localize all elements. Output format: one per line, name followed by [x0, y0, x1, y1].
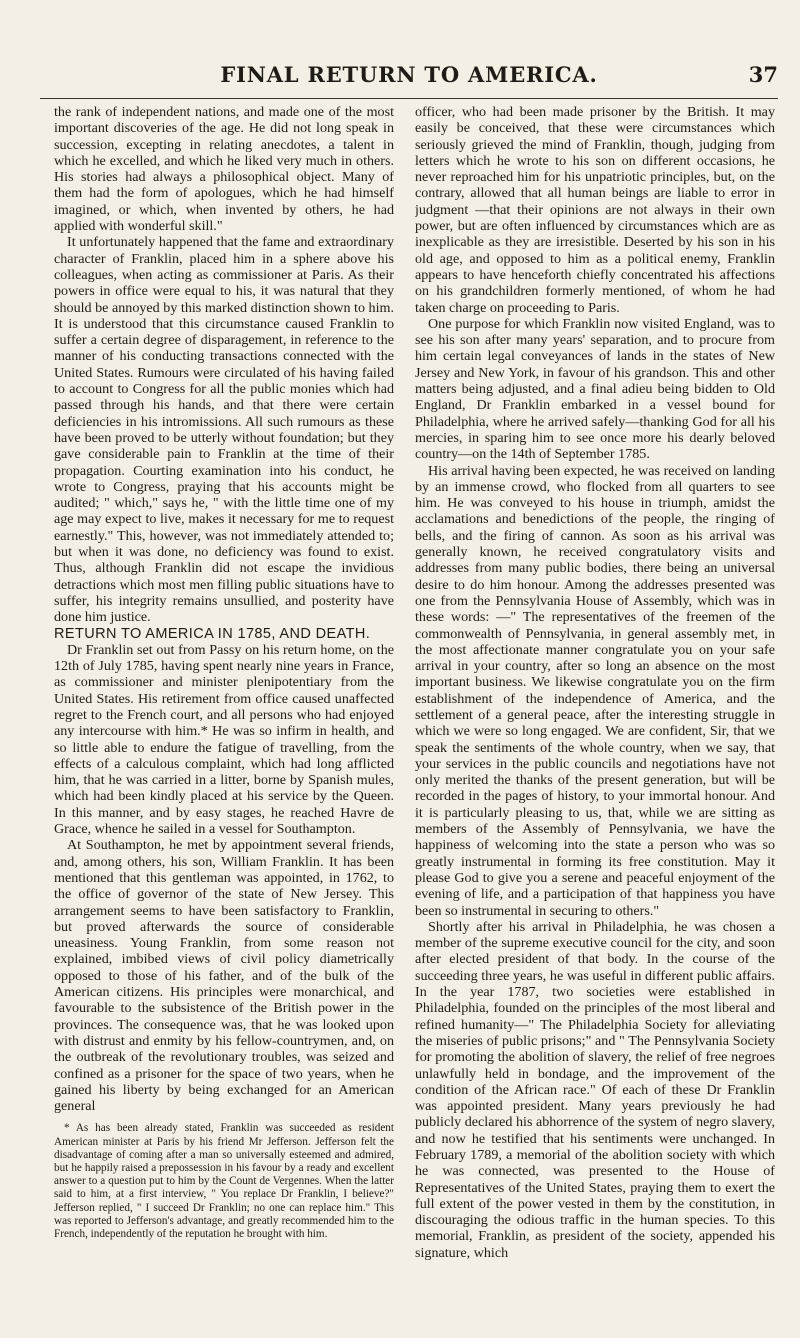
left-column	[54, 104, 394, 1320]
right-column	[415, 104, 775, 1320]
paragraph: Shortly after his arrival in Philadelphia, he was chosen a member of the supreme executive council for the city, and soon after elected president of that body. In the course of the succeeding three years, he was useful in different public affairs. In the year 1787, two societies were established in Philadelphia, founded on the principles of the most liberal and refined humanity—" The Philadelphia Society for alleviating the miseries of public prisons;" and " The Pennsylvania Society for promoting the abolition of slavery, the relief of free negroes unlawfully held in bondage, and the improvement of the condition of the African race." Of each of these Dr Franklin was appointed president. Many years previously he had publicly declared his abhorrence of the system of negro slavery, and now he testified that his sentiments were unchanged. In February 1789, a memorial of the abolition society with which he was connected, was presented to the House of Representatives of the United States, praying them to exert the full extent of the power vested in them by the constitution, in discouraging the odious traffic in the human species. To this memorial, Franklin, as president of the society, appended his signature, which	[415, 918, 775, 1261]
section-heading: RETURN TO AMERICA IN 1785, AND DEATH.	[54, 625, 371, 642]
paragraph: the rank of independent nations, and made one of the most important discoveries of the age. He did not long speak in succession, excepting in relating anecdotes, a talent in which he excelled, and which he liked very much in others. His stories had always a philosophical object. Many of them had the form of apologues, which he had himself imagined, or which, when invented by others, he had applied with wonderful skill."	[54, 104, 394, 235]
paragraph: His arrival having been expected, he was received on landing by an immense crowd, who flocked from all quarters to see him. He was conveyed to his house in triumph, amidst the acclamations and benedictions of the people, the ringing of bells, and the firing of cannon. As soon as his arrival was generally known, he received congratulatory visits and addresses from many public bodies, there being an universal desire to do him honour. Among the addresses presented was one from the Pennsylvania House of Assembly, which was in these words: —" The representatives of the freemen of the commonwealth of Pennsylvania, in general assembly met, in the most affectionate manner congratulate you on your safe arrival in your country, after so long an absence on the most important business. We likewise congratulate you on the firm establishment of the independence of America, and the settlement of a general peace, after the interesting struggle in which we were so long engaged. We are confident, Sir, that we speak the sentiments of the whole country, when we say, that your services in the public councils and negotiations have not only merited the thanks of the present generation, but will be recorded in the pages of history, to your immortal honour. And it is particularly pleasing to us, that, while we are sitting as members of the Assembly of Pennsylvania, we have the happiness of welcoming into the state a person who was so greatly instrumental in forming its free constitution. May it please God to give you a serene and peaceful enjoyment of the evening of life, and a participation of that happiness you have been so instrumental in securing to others."	[415, 462, 775, 919]
running-head	[40, 62, 778, 99]
paragraph: officer, who had been made prisoner by the British. It may easily be conceived, that these were circumstances which seriously grieved the mind of Franklin, though, judging from letters which he wrote to his son on different occasions, he never reproached him for his unpatriotic principles, but, on the contrary, allowed that all human beings are liable to error in judgment —that their opinions are not always in their own power, but are often influenced by circumstances which are as inexplicable as they are irresistible. Deserted by his son in his old age, and opposed to him as a political enemy, Franklin appears to have henceforth chiefly concentrated his affections on his grandchildren formerly mentioned, of whom he had taken charge on proceeding to Paris.	[415, 104, 775, 316]
paragraph: Dr Franklin set out from Passy on his return home, on the 12th of July 1785, having spent nearly nine years in France, as commissioner and minister plenipotentiary from the United States. His retirement from office caused unaffected regret to the French court, and all persons who had enjoyed any intercourse with him.* He was so infirm in health, and so little able to endure the fatigue of travelling, from the effects of a calculous complaint, which had long afflicted him, that he was carried in a litter, borne by Spanish mules, which had been kindly placed at his service by the Queen. In this manner, and by easy stages, he reached Havre de Grace, whence he sailed in a vessel for Southampton.	[54, 641, 394, 838]
footnote: * As has been already stated, Franklin was succeeded as resident American minister at Paris by his friend Mr Jefferson. Jefferson felt the disadvantage of coming after a man so universally esteemed and admired, but he happily raised a prepossession in his favour by a ready and excellent answer to a question put to him by the Count de Vergennes. When the latter said to him, at a first interview, " You replace Dr Franklin, I believe?" Jefferson replied, " I succeed Dr Franklin; no one can replace him." This was reported to Jefferson's advantage, and greatly recommended him to the French, independently of the reputation he brought with him.	[54, 1122, 394, 1241]
paragraph: It unfortunately happened that the fame and extraordinary character of Franklin, placed him in a sphere above his colleagues, when acting as commissioner at Paris. As their powers in office were equal to his, it was natural that they should be annoyed by this marked distinction shown to him. It is understood that this circumstance caused Franklin to suffer a certain degree of disparagement, in reference to the manner of his conducting transactions connected with the United States. Rumours were circulated of his having failed to account to Congress for all the public monies which had passed through his hands, and that there were certain deficiencies in his intromissions. All such rumours as these have been proved to be utterly without foundation; but they gave considerable pain to Franklin at the time of their propagation. Courting examination into his conduct, he wrote to Congress, praying that his accounts might be audited; " which," says he, " with the little time one of my age may expect to live, makes it necessary for me to request earnestly." This, however, was not immediately attended to; but when it was done, no deficiency was found to exist. Thus, although Franklin did not escape the invidious detractions which most men filling public situations have to suffer, his integrity remains unsullied, and posterity have done him justice.	[54, 234, 394, 626]
page-number: 37	[748, 62, 778, 87]
paragraph: One purpose for which Franklin now visited England, was to see his son after many years' separation, and to procure from him certain legal conveyances of lands in the states of New Jersey and New York, in favour of his grandson. This and other matters being adjusted, and a final adieu being bidden to Old England, Dr Franklin embarked in a vessel bound for Philadelphia, where he arrived safely—thanking God for all his mercies, in sparing him to see once more his dearly beloved country—on the 14th of September 1785.	[415, 315, 775, 463]
paragraph: At Southampton, he met by appointment several friends, and, among others, his son, William Franklin. It has been mentioned that this gentleman was appointed, in 1762, to the office of governor of the state of New Jersey. This arrangement seems to have been satisfactory to Franklin, but proved afterwards the source of considerable uneasiness. Young Franklin, from some reason not explained, imbibed views of civil policy diametrically opposed to those of his father, and of the bulk of the American citizens. His principles were monarchical, and favourable to the subsistence of the British power in the provinces. The consequence was, that he was looked upon with distrust and enmity by his fellow-countrymen, and, on the outbreak of the revolutionary troubles, was seized and confined as a prisoner for the space of two years, when he gained his liberty by being exchanged for an American general	[54, 837, 394, 1115]
chapter-running-title: FINAL RETURN TO AMERICA.	[220, 62, 598, 87]
